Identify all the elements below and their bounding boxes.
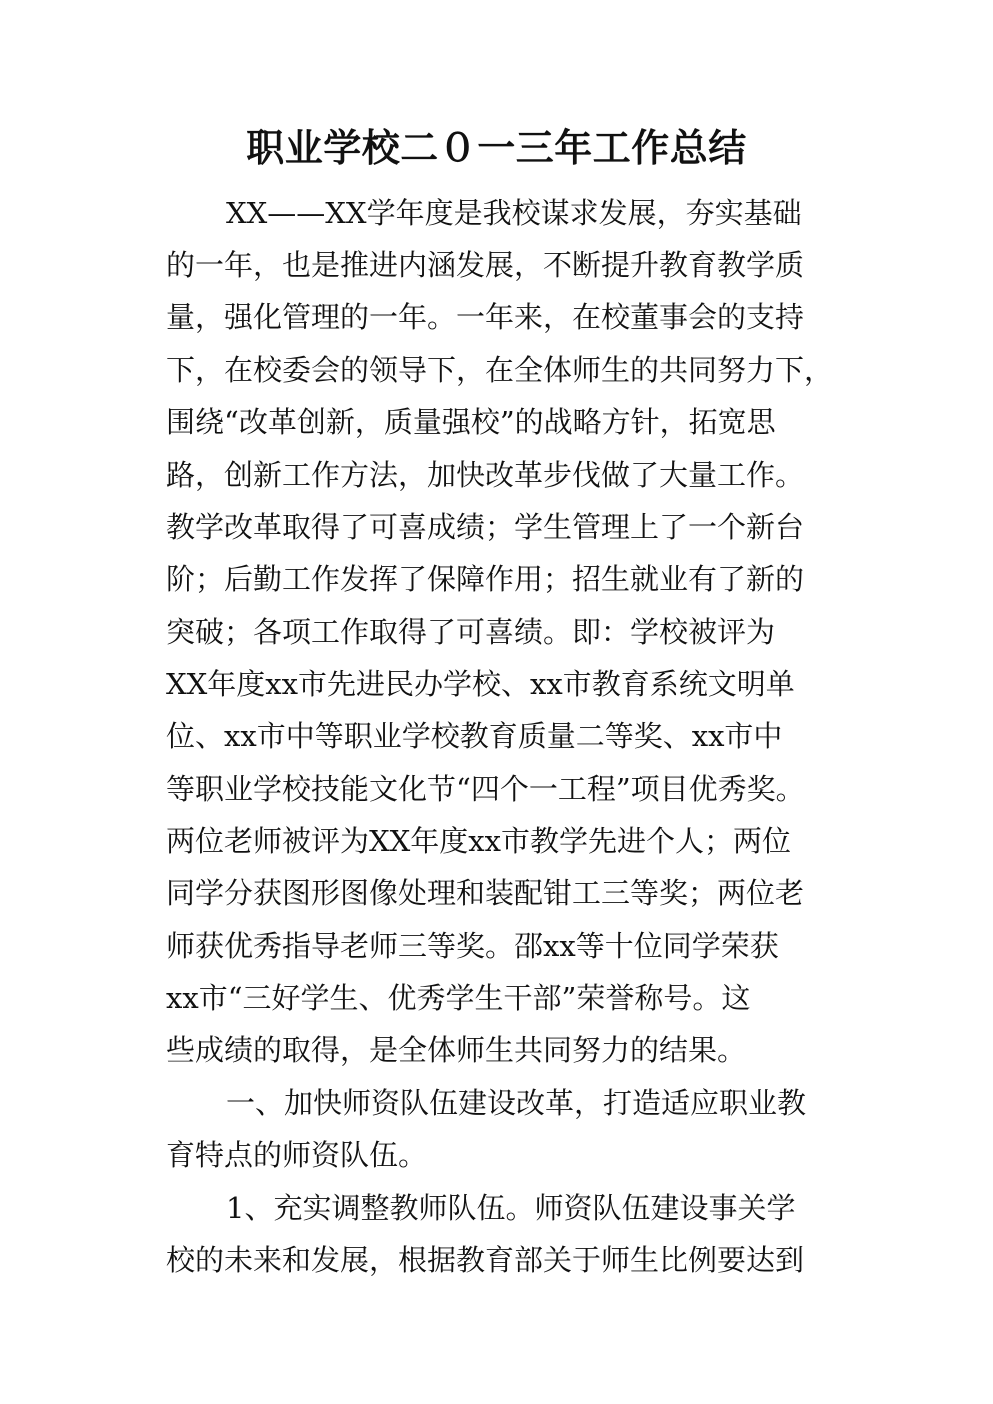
text-line: XX年度xx市先进民办学校、xx市教育系统文明单 — [166, 667, 795, 701]
text-line: xx市“三好学生、优秀学生干部”荣誉称号。这 — [166, 981, 751, 1015]
text-line: 阶；后勤工作发挥了保障作用；招生就业有了新的 — [166, 562, 805, 596]
text-line: XX——XX学年度是我校谋求发展，夯实基础 — [226, 196, 802, 230]
text-line: 的一年，也是推进内涵发展，不断提升教育教学质 — [166, 248, 805, 282]
text-line: 路，创新工作方法，加快改革步伐做了大量工作。 — [166, 458, 805, 492]
text-line: 位、xx市中等职业学校教育质量二等奖、xx市中 — [166, 719, 783, 753]
text-line: 下，在校委会的领导下，在全体师生的共同努力下， — [166, 353, 834, 387]
text-line: 师获优秀指导老师三等奖。邵xx等十位同学荣获 — [166, 929, 779, 963]
text-line: 突破；各项工作取得了可喜绩。即：学校被评为 — [166, 615, 776, 649]
text-line: 围绕“改革创新，质量强校”的战略方针，拓宽思 — [166, 405, 776, 439]
text-line: 育特点的师资队伍。 — [166, 1138, 428, 1172]
text-line: 些成绩的取得，是全体师生共同努力的结果。 — [166, 1033, 747, 1067]
text-line: 一、加快师资队伍建设改革，打造适应职业教 — [226, 1086, 807, 1120]
text-line: 1、充实调整教师队伍。师资队伍建设事关学 — [226, 1191, 796, 1225]
text-line: 同学分获图形图像处理和装配钳工三等奖；两位老 — [166, 876, 805, 910]
document-title: 职业学校二０一三年工作总结 — [246, 126, 747, 170]
text-line: 两位老师被评为XX年度xx市教学先进个人；两位 — [166, 824, 792, 858]
text-line: 校的未来和发展，根据教育部关于师生比例要达到 — [166, 1243, 805, 1277]
text-line: 教学改革取得了可喜成绩；学生管理上了一个新台 — [166, 510, 805, 544]
text-line: 等职业学校技能文化节“四个一工程”项目优秀奖。 — [166, 772, 805, 806]
text-line: 量，强化管理的一年。一年来，在校董事会的支持 — [166, 300, 805, 334]
